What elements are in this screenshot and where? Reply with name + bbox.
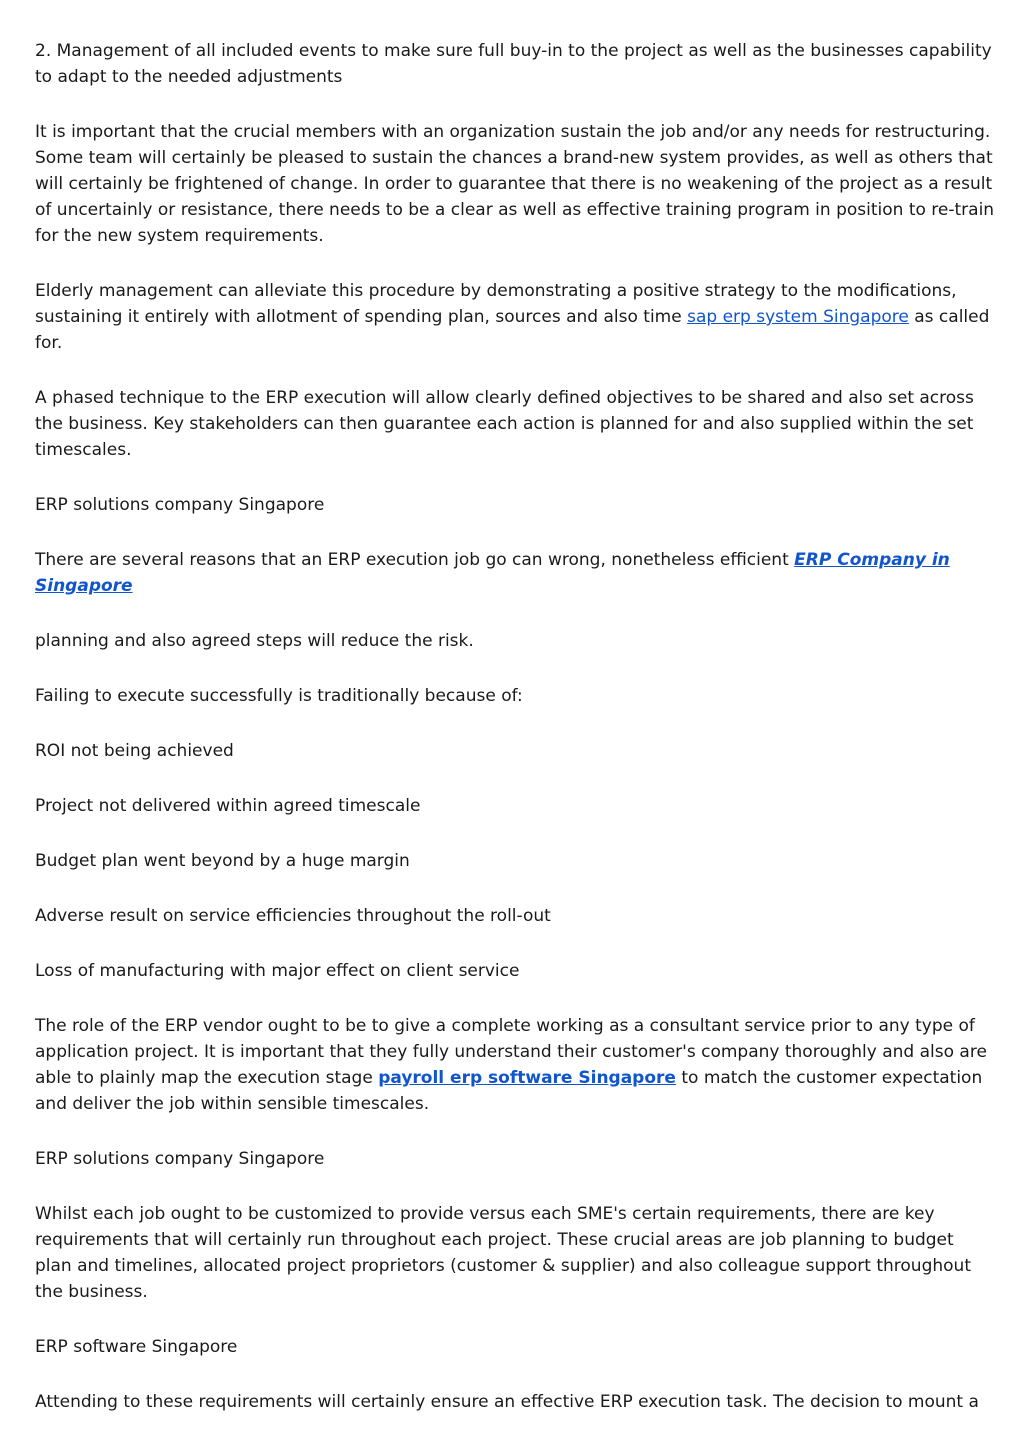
paragraph-text: to match the customer expectation and deliver the job within sensible timescales. [35,1068,983,1114]
paragraph-erp-software-heading: ERP software Singapore [35,1337,238,1357]
document-page [35,38,995,1444]
paragraph-text: Elderly management can alleviate this procedure by demonstrating a positive strategy to the modifications, sustaining it entirely with allotment of spending plan, sources and also time [35,281,957,327]
list-item: ROI not being achieved [35,741,234,761]
paragraph-phased-technique: A phased technique to the ERP execution will allow clearly defined objectives to be shared and also set across the business. Key stakeholders can then guarantee each action is planned for and also supplied within the set timescales. [35,388,974,460]
list-item: Budget plan went beyond by a huge margin [35,851,410,871]
paragraph-customized: Whilst each job ought to be customized to provide versus each SME's certain requirements, there are key requirements that will certainly run throughout each project. These crucial areas are job planning to budget plan and timelines, allocated project proprietors (customer & supplier) and also colleague support throughout the business. [35,1204,971,1302]
list-item: Adverse result on service efficiencies throughout the roll-out [35,906,551,926]
link-erp-company[interactable]: ERP Company in Singapore [35,550,950,596]
paragraph-text: as called for. [35,307,990,353]
paragraph-role-of-vendor [35,1013,995,1117]
paragraph-text: The role of the ERP vendor ought to be to give a complete working as a consultant service prior to any type of application project. It is important that they fully understand their customer's company thoroughly and also are able to plainly map the execution stage [35,1016,987,1088]
link-sap-erp-system[interactable]: sap erp system Singapore [687,307,909,327]
paragraph-planning: planning and also agreed steps will reduce the risk. [35,631,474,651]
paragraph-elderly-management [35,278,995,356]
paragraph-text: There are several reasons that an ERP execution job go can wrong, nonetheless efficient [35,550,795,570]
paragraph-management: 2. Management of all included events to make sure full buy-in to the project as well as the businesses capability to adapt to the needed adjustments [35,41,992,87]
list-item: Project not delivered within agreed timescale [35,796,421,816]
paragraph-several-reasons [35,547,995,599]
paragraph-erp-solutions-heading: ERP solutions company Singapore [35,495,325,515]
list-item: Loss of manufacturing with major effect on client service [35,961,520,981]
paragraph-erp-solutions-heading-2: ERP solutions company Singapore [35,1149,325,1169]
paragraph-failing: Failing to execute successfully is traditionally because of: [35,686,523,706]
paragraph-attending: Attending to these requirements will certainly ensure an effective ERP execution task. The decision to mount a [35,1392,979,1412]
link-payroll-erp-software[interactable]: payroll erp software Singapore [378,1068,676,1088]
paragraph-crucial-members: It is important that the crucial members with an organization sustain the job and/or any needs for restructuring. Some team will certainly be pleased to sustain the chances a brand-new system provides, as well as others that will certainly be frightened of change. In order to guarantee that there is no weakening of the project as a result of uncertainly or resistance, there needs to be a clear as well as effective training program in position to re-train for the new system requirements. [35,122,995,246]
